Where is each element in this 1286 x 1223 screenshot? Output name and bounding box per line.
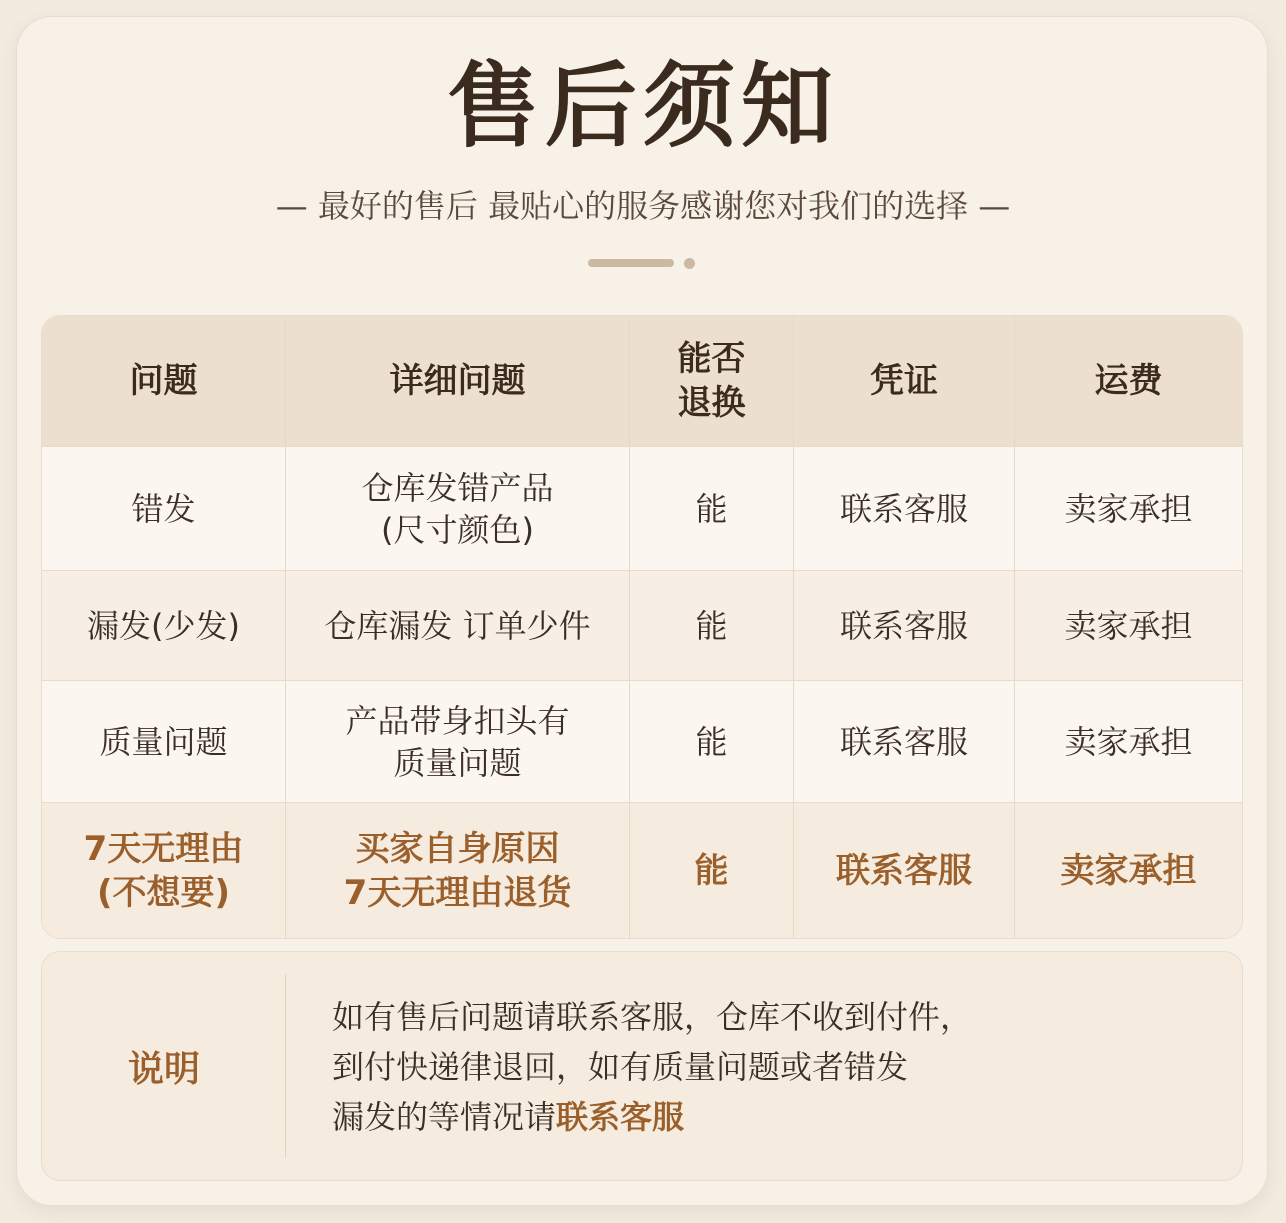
cell-issue (42, 571, 286, 681)
cell-detail (286, 571, 630, 681)
note-line-3-text: 漏发的等情况请 (332, 1098, 557, 1136)
table-row (42, 446, 1242, 571)
header-returnable-line1: 能否 (677, 339, 746, 379)
cell-issue-line1: 7天无理由 (83, 829, 244, 869)
cell-issue (42, 803, 286, 938)
note-line-2: 到付快递律退回，如有质量问题或者错发 (332, 1048, 909, 1086)
note-line-3 (332, 1092, 1212, 1142)
cell-shipping: 卖家承担 (1064, 723, 1193, 761)
page-title: 售后须知 (446, 53, 839, 160)
table-header-row (42, 316, 1242, 446)
note-text (332, 992, 1212, 1142)
note-panel (42, 952, 1242, 1180)
cell-proof: 联系客服 (794, 571, 1015, 681)
header-returnable-line2: 退换 (677, 383, 746, 423)
cell-shipping: 卖家承担 (1064, 490, 1193, 528)
cell-proof: 联系客服 (794, 681, 1015, 803)
cell-detail-line2: (尺寸颜色) (381, 511, 534, 549)
cell-issue (42, 681, 286, 803)
after-sales-table (42, 316, 1242, 938)
cell-proof: 联系客服 (794, 803, 1015, 938)
table-row (42, 680, 1242, 803)
cell-detail-line1: 仓库发错产品 (361, 469, 554, 507)
note-divider (285, 974, 286, 1158)
cell-detail-line2: 7天无理由退货 (343, 873, 572, 913)
cell-detail (286, 803, 630, 938)
decorative-bar (588, 259, 674, 267)
header-proof: 凭证 (794, 316, 1015, 446)
cell-proof: 联系客服 (794, 447, 1015, 571)
decorative-dot (684, 258, 695, 269)
note-label: 说明 (127, 1048, 200, 1090)
cell-issue (42, 447, 286, 571)
cell-returnable: 能 (630, 803, 794, 938)
cell-detail-line2: 质量问题 (393, 744, 522, 782)
table-row (42, 570, 1242, 681)
cell-detail (286, 681, 630, 803)
cell-returnable: 能 (630, 681, 794, 803)
header-shipping: 运费 (1094, 361, 1163, 401)
page-subtitle: — 最好的售后 最贴心的服务感谢您对我们的选择 — (275, 187, 1011, 225)
cell-shipping: 卖家承担 (1064, 607, 1193, 645)
cell-issue-text: 错发 (131, 490, 196, 528)
table-row-highlight (42, 802, 1242, 938)
cell-detail-line1: 产品带身扣头有 (345, 702, 570, 740)
note-line-1: 如有售后问题请联系客服，仓库不收到付件， (332, 998, 973, 1036)
cell-returnable: 能 (630, 571, 794, 681)
cell-detail-line1: 仓库漏发 订单少件 (324, 607, 591, 645)
contact-service-link[interactable]: 联系客服 (556, 1098, 685, 1136)
cell-returnable: 能 (630, 447, 794, 571)
cell-issue-text: 漏发(少发) (87, 607, 240, 645)
header-detail: 详细问题 (286, 316, 630, 446)
cell-issue-text: 质量问题 (99, 723, 228, 761)
header-returnable (630, 316, 794, 446)
cell-issue-line2: (不想要) (96, 873, 231, 913)
header-issue: 问题 (42, 316, 286, 446)
cell-detail-line1: 买家自身原因 (355, 829, 560, 869)
cell-detail (286, 447, 630, 571)
cell-shipping: 卖家承担 (1060, 851, 1197, 891)
